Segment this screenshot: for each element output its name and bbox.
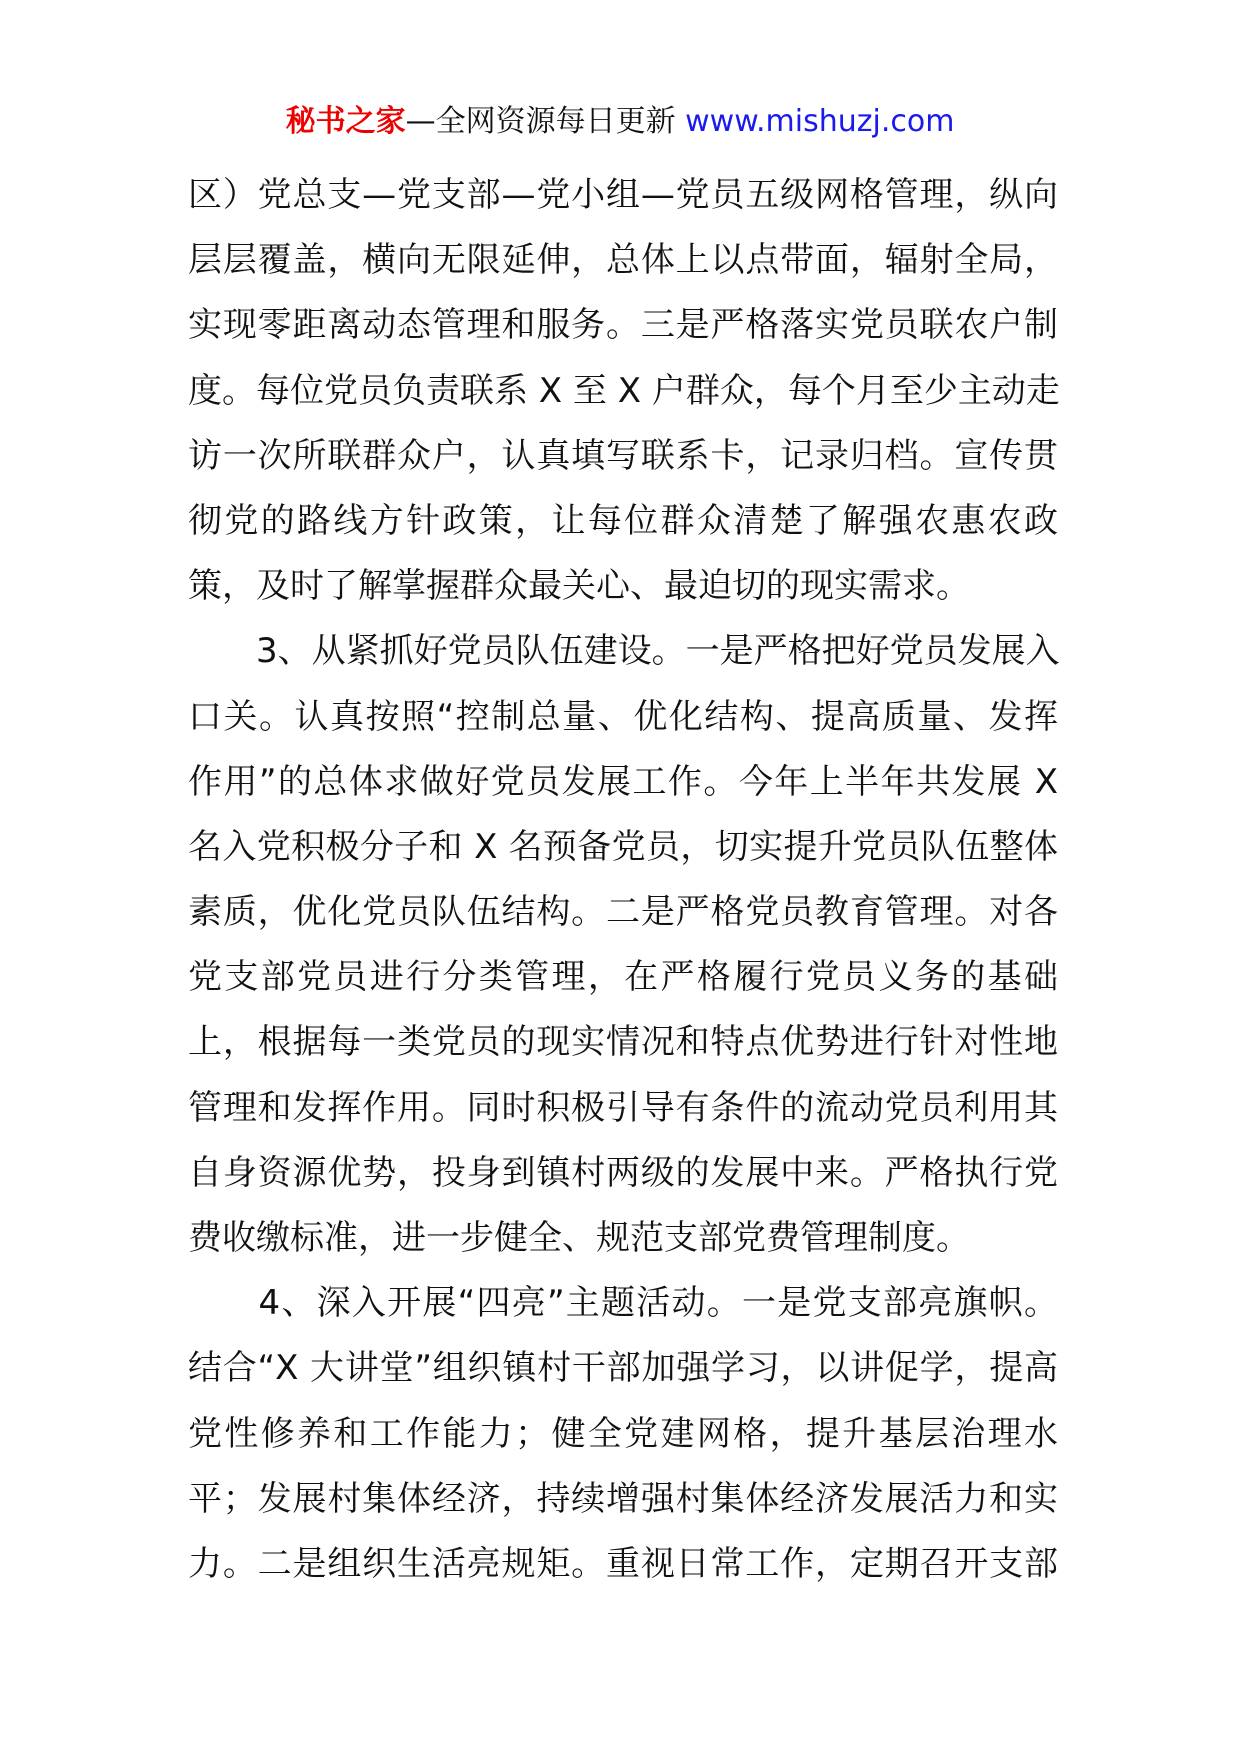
site-url[interactable]: www.mishuzj.com: [685, 104, 955, 139]
document-body: [188, 163, 1058, 1597]
text-line: 自身资源优势，投身到镇村两级的发展中来。严格执行党: [188, 1152, 1058, 1193]
site-tagline: —全网资源每日更新: [405, 104, 686, 139]
text-line: 素质，优化党员队伍结构。二是严格党员教育管理。对各: [188, 892, 1058, 933]
text-line: 力。二是组织生活亮规矩。重视日常工作，定期召开支部: [188, 1543, 1058, 1584]
text-line: 区）党总支—党支部—党小组—党员五级网格管理，纵向: [188, 175, 1058, 215]
text-line: 上，根据每一类党员的现实情况和特点优势进行针对性地: [188, 1022, 1058, 1063]
text-line: 访一次所联群众户，认真填写联系卡，记录归档。宣传贯: [188, 435, 1058, 476]
text-line: 管理和发挥作用。同时积极引导有条件的流动党员利用其: [188, 1087, 1058, 1128]
text-line: 度。每位党员负责联系 X 至 X 户群众，每个月至少主动走: [188, 370, 1060, 411]
text-line: 结合“X 大讲堂”组织镇村干部加强学习，以讲促学，提高: [188, 1348, 1058, 1389]
text-line: 费收缴标准，进一步健全、规范支部党费管理制度。: [188, 1218, 970, 1258]
text-line: 实现零距离动态管理和服务。三是严格落实党员联农户制: [188, 305, 1058, 346]
text-line: 党支部党员进行分类管理，在严格履行党员义务的基础: [188, 957, 1058, 998]
site-brand: 秘书之家: [285, 104, 406, 139]
text-line: 3、从紧抓好党员队伍建设。一是严格把好党员发展入: [188, 631, 1060, 672]
text-line: 作用”的总体求做好党员发展工作。今年上半年共发展 X: [188, 761, 1058, 802]
text-line: 口关。认真按照“控制总量、优化结构、提高质量、发挥: [188, 696, 1058, 737]
text-line: 4、深入开展“四亮”主题活动。一是党支部亮旗帜。: [188, 1283, 1058, 1324]
site-header: [0, 100, 1240, 144]
text-line: 名入党积极分子和 X 名预备党员，切实提升党员队伍整体: [188, 826, 1058, 867]
text-line: 平；发展村集体经济，持续增强村集体经济发展活力和实: [188, 1478, 1058, 1519]
text-line: 党性修养和工作能力；健全党建网格，提升基层治理水: [188, 1413, 1058, 1454]
text-line: 层层覆盖，横向无限延伸，总体上以点带面，辐射全局，: [188, 240, 1058, 281]
text-line: 彻党的路线方针政策，让每位群众清楚了解强农惠农政: [188, 500, 1058, 541]
text-line: 策，及时了解掌握群众最关心、最迫切的现实需求。: [188, 566, 970, 607]
